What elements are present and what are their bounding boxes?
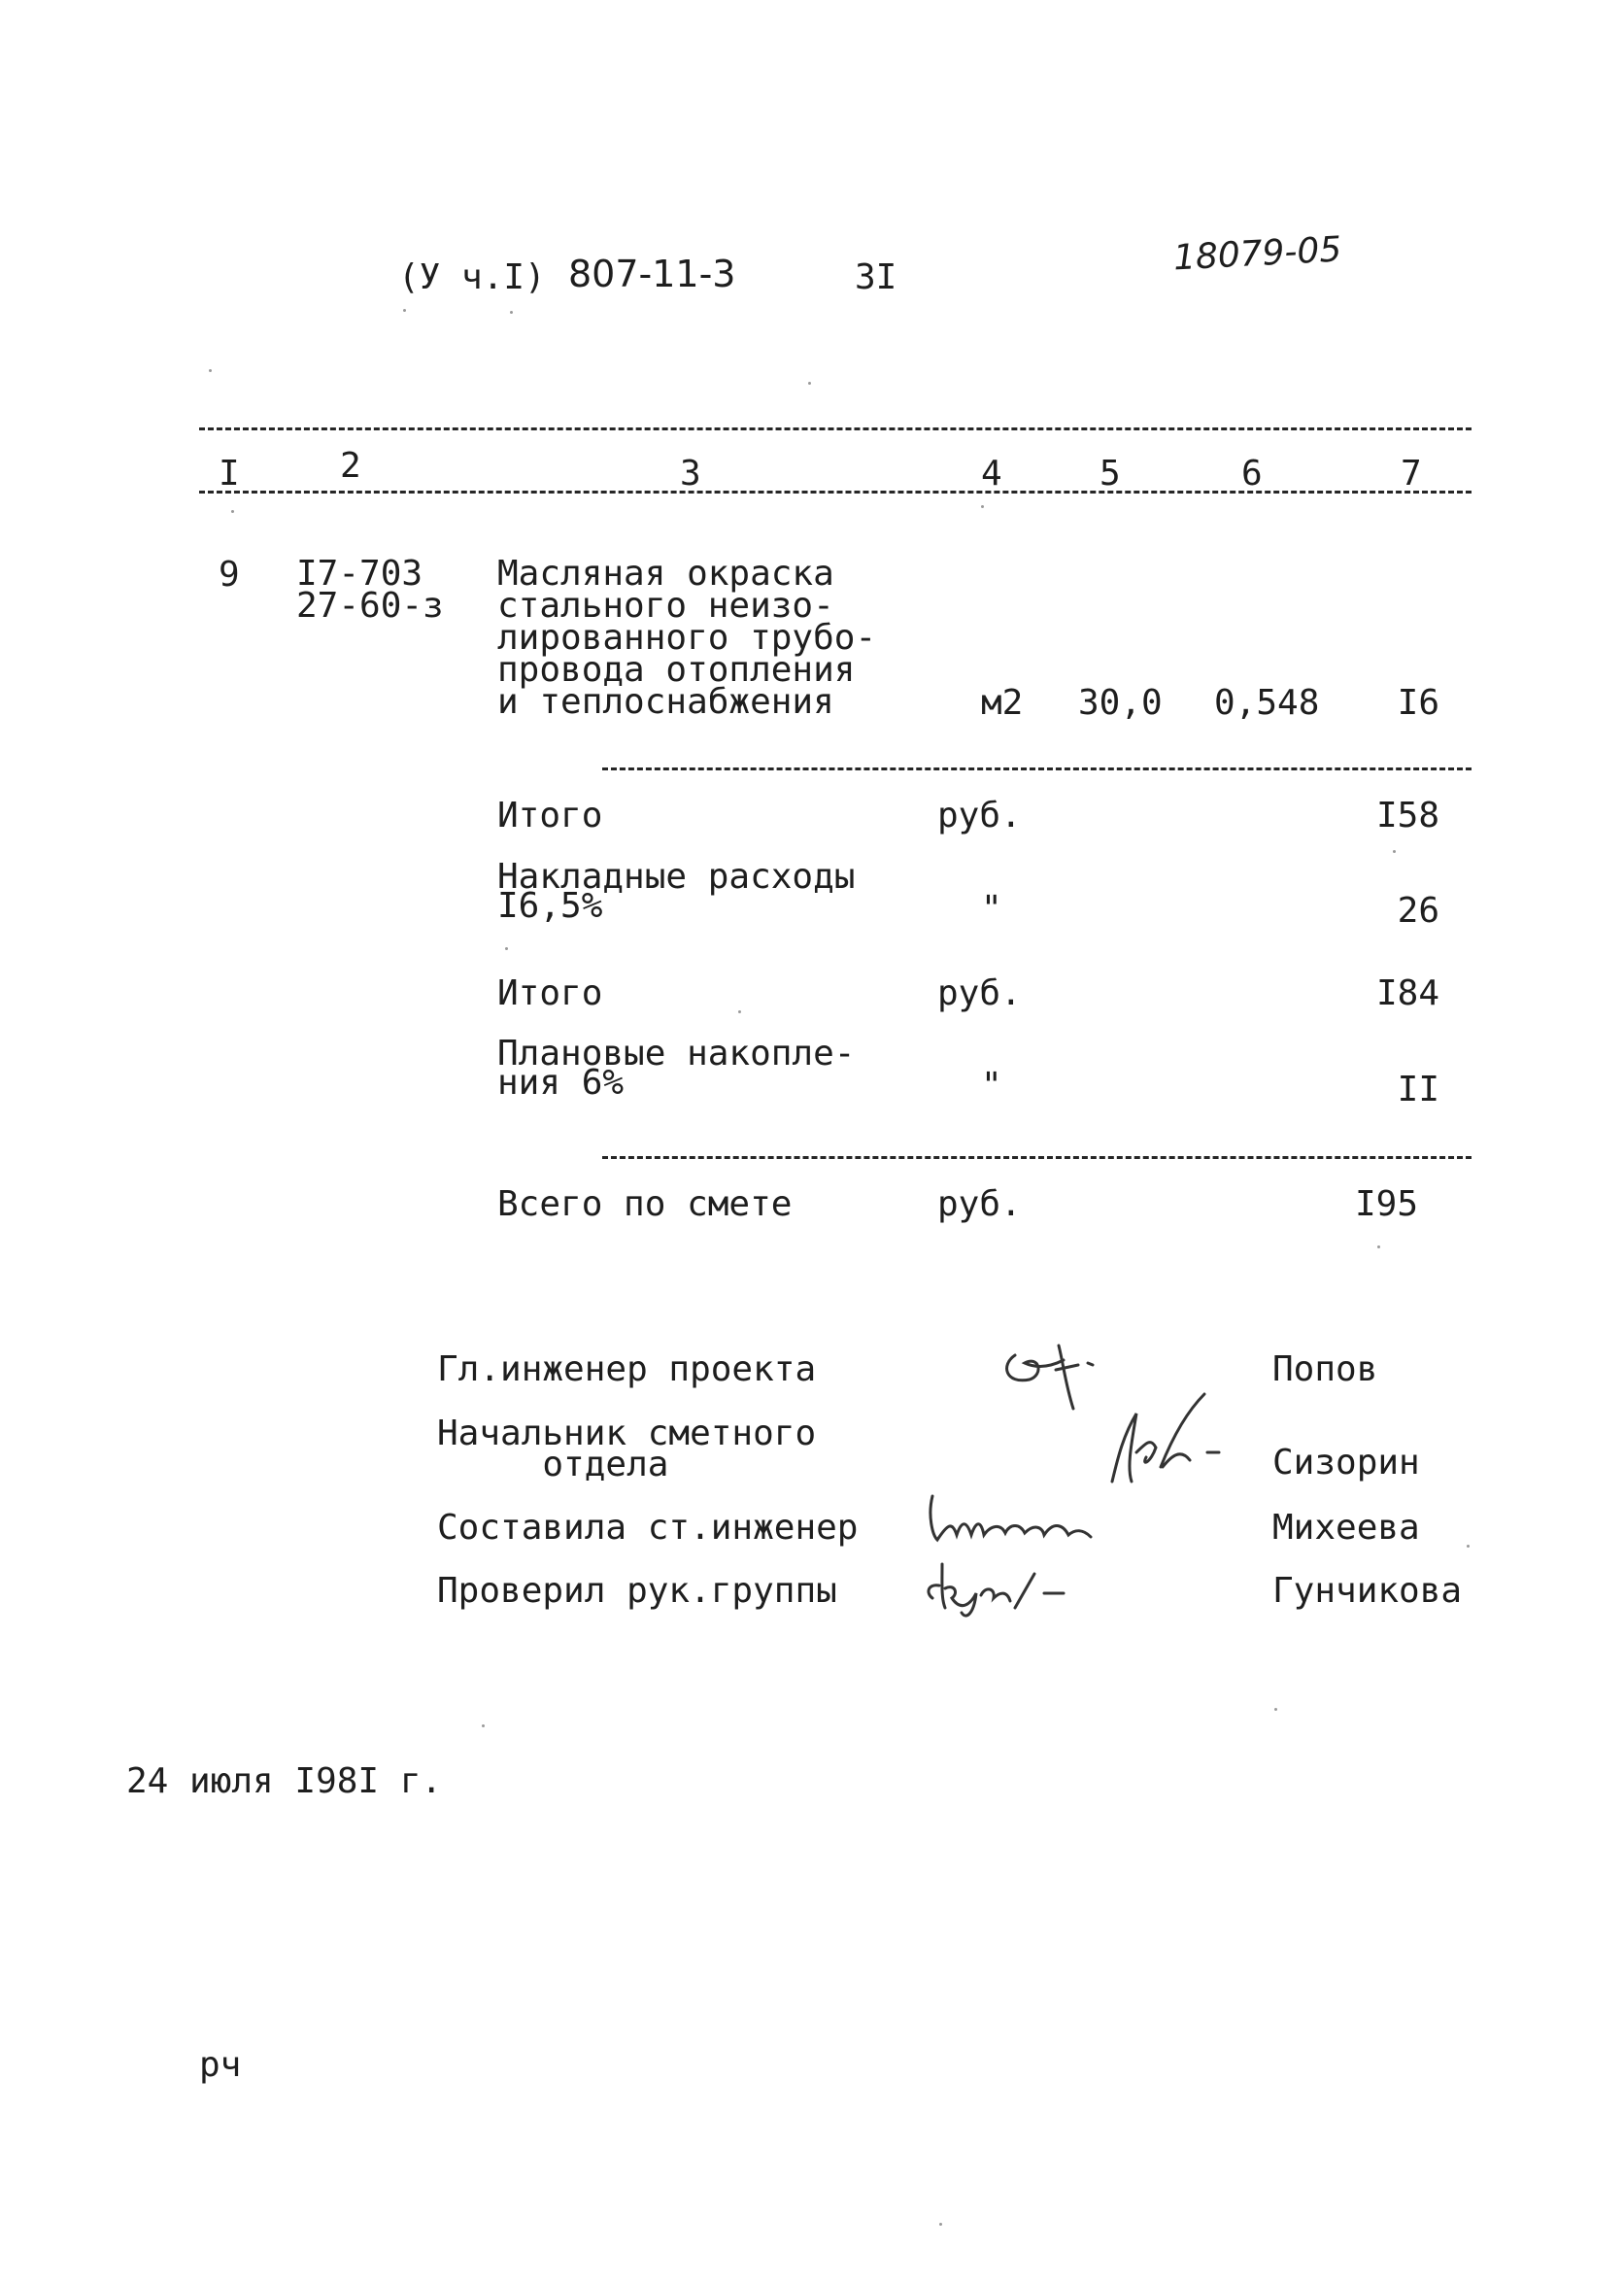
col-2-number: 2 bbox=[340, 446, 361, 486]
summary-label: Накладные расходы I6,5% bbox=[497, 857, 856, 926]
row-total: I6 bbox=[1397, 683, 1439, 723]
summary-unit: " bbox=[981, 889, 1002, 929]
signatory-name: Гунчикова bbox=[1272, 1571, 1463, 1611]
handwritten-signature bbox=[918, 1554, 1102, 1622]
col-3-number: 3 bbox=[680, 454, 701, 494]
grand-total-label: Всего по смете bbox=[497, 1184, 793, 1224]
row-code: I7-703 27-60-з bbox=[296, 554, 444, 626]
col-1-number: I bbox=[219, 454, 240, 494]
scan-speck bbox=[738, 1010, 741, 1013]
signature-role: Начальник сметного отдела bbox=[437, 1414, 817, 1484]
scan-speck bbox=[939, 2223, 942, 2226]
scan-speck bbox=[231, 510, 234, 513]
document-date: 24 июля I98I г. bbox=[126, 1761, 443, 1801]
scan-speck bbox=[1393, 850, 1396, 853]
summary-value: I84 bbox=[1375, 973, 1439, 1013]
grand-total-value: I95 bbox=[1354, 1184, 1418, 1224]
summary-unit: " bbox=[981, 1066, 1002, 1106]
scan-speck bbox=[510, 311, 513, 314]
scan-speck bbox=[981, 505, 984, 508]
col-4-number: 4 bbox=[981, 454, 1002, 494]
row-bottom-rule bbox=[602, 767, 1472, 770]
scan-speck bbox=[209, 369, 212, 372]
scan-speck bbox=[1467, 1545, 1470, 1548]
summary-value: 26 bbox=[1397, 891, 1439, 931]
summary-bottom-rule bbox=[602, 1156, 1472, 1159]
col-5-number: 5 bbox=[1100, 454, 1121, 494]
signature-role: Проверил рук.группы bbox=[437, 1571, 837, 1611]
summary-unit: руб. bbox=[937, 973, 1022, 1013]
footer-mark: рч bbox=[199, 2045, 242, 2085]
scan-speck bbox=[403, 309, 406, 312]
scan-speck bbox=[1377, 1245, 1380, 1248]
grand-total-unit: руб. bbox=[937, 1184, 1022, 1224]
archive-number: 18079-05 bbox=[1172, 229, 1343, 279]
scan-speck bbox=[482, 1724, 485, 1727]
summary-unit: руб. bbox=[937, 796, 1022, 835]
handwritten-signature bbox=[1093, 1384, 1238, 1491]
project-code: 807-11-3 bbox=[568, 253, 736, 295]
row-unit: м2 bbox=[981, 683, 1024, 723]
summary-value: II bbox=[1397, 1070, 1439, 1109]
handwritten-signature bbox=[918, 1486, 1112, 1554]
scan-speck bbox=[1274, 1708, 1277, 1711]
row-number: 9 bbox=[219, 555, 240, 595]
summary-value: I58 bbox=[1375, 796, 1439, 835]
row-description: Масляная окраска стального неизо- лированного трубо- провода отопления и теплоснабжения bbox=[497, 554, 877, 722]
col-7-number: 7 bbox=[1401, 454, 1422, 494]
row-quantity: 30,0 bbox=[1078, 683, 1163, 723]
row-price: 0,548 bbox=[1214, 683, 1320, 723]
signature-role: Составила ст.инженер bbox=[437, 1508, 859, 1548]
signatory-name: Михеева bbox=[1272, 1508, 1420, 1548]
scan-speck bbox=[808, 382, 811, 385]
summary-label: Плановые накопле- ния 6% bbox=[497, 1034, 856, 1103]
signatory-name: Попов bbox=[1272, 1349, 1378, 1389]
summary-label: Итого bbox=[497, 796, 603, 835]
table-top-rule bbox=[199, 427, 1472, 430]
signatory-name: Сизорин bbox=[1272, 1443, 1420, 1483]
scan-speck bbox=[505, 947, 508, 950]
page-number: 3I bbox=[855, 257, 897, 297]
col-6-number: 6 bbox=[1241, 454, 1263, 494]
table-header-rule bbox=[199, 491, 1472, 494]
volume-ref: (У ч.I) bbox=[398, 257, 546, 297]
summary-label: Итого bbox=[497, 973, 603, 1013]
signature-role: Гл.инженер проекта bbox=[437, 1349, 817, 1389]
